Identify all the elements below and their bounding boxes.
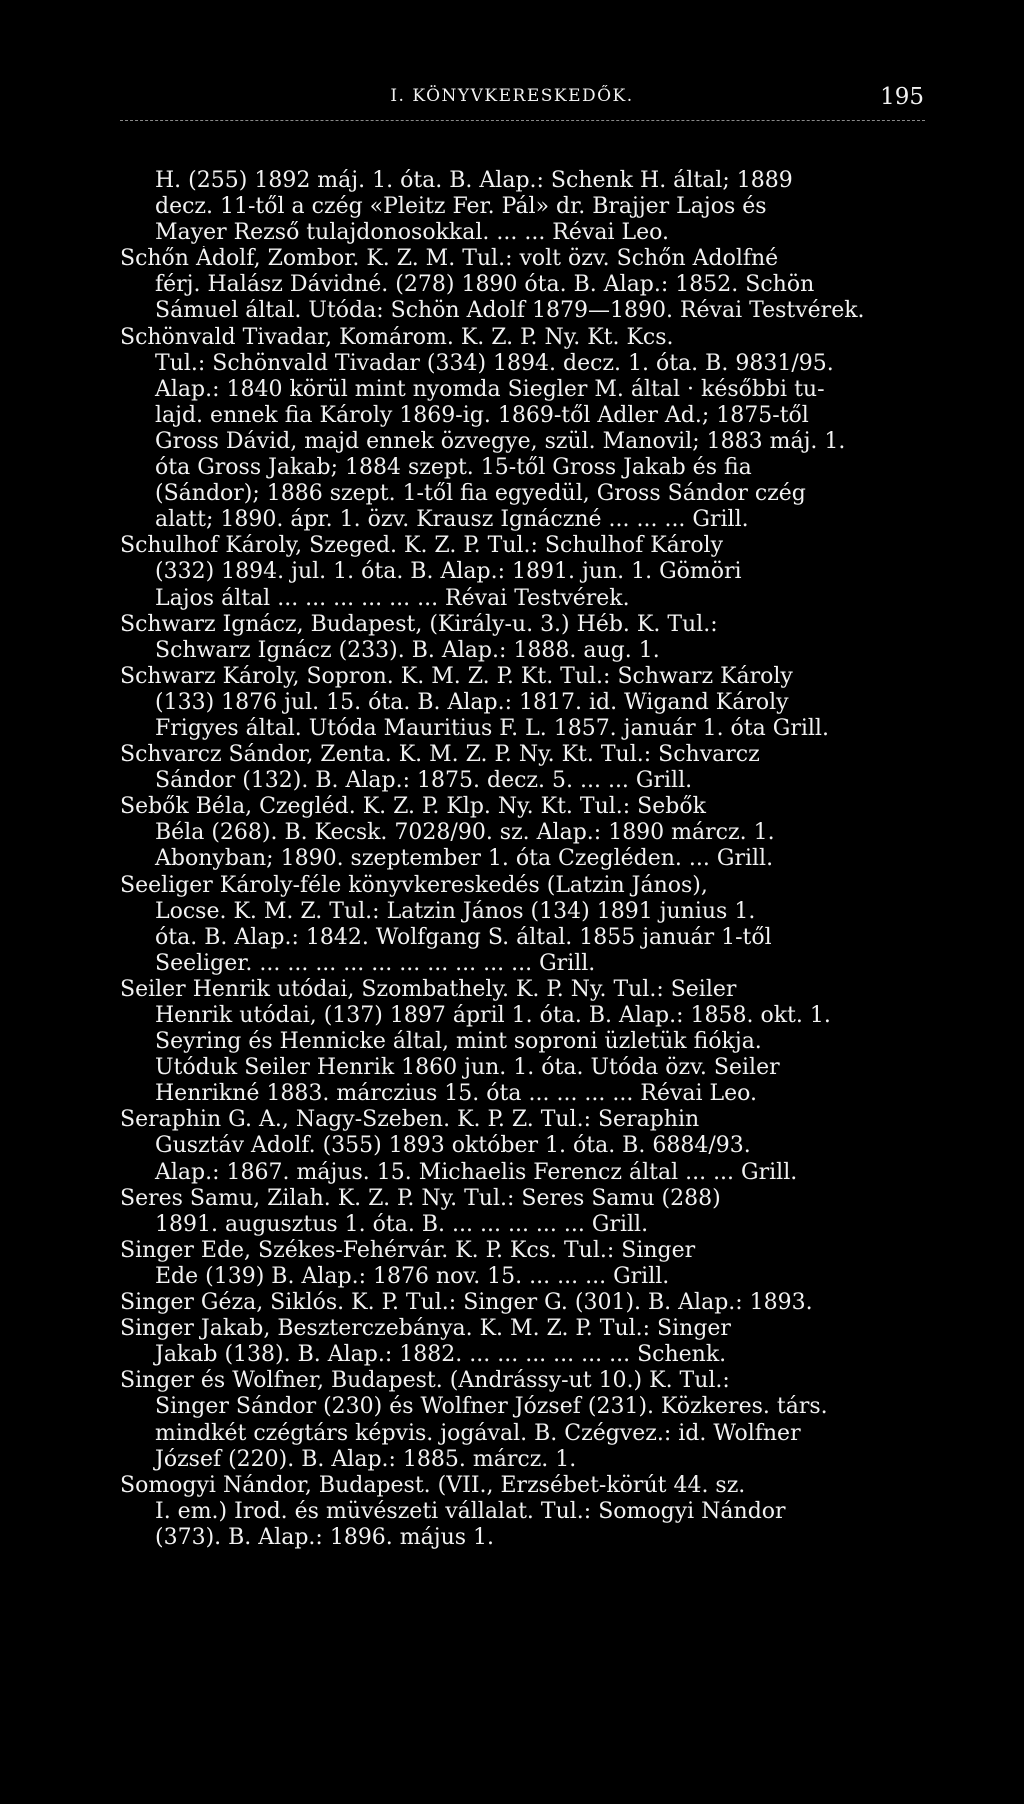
entry-line	[120, 246, 936, 272]
line-text: Schwarz Ignácz (233). B. Alap.: 1888. aug. 1.	[155, 637, 660, 663]
text-line	[120, 951, 936, 977]
line-text: Schwarz Ignácz, Budapest, (Király-u. 3.) Héb. K. Tul.:	[120, 611, 718, 637]
line-text: Sándor (132). B. Alap.: 1875. decz. 5. ... ... Grill.	[155, 768, 693, 794]
entry-line	[120, 1473, 936, 1499]
line-text: Sámuel által. Utóda: Schön Adolf 1879—1890. Révai Testvérek.	[155, 298, 865, 324]
entry-line	[120, 664, 936, 690]
line-text: Tul.: Schönvald Tivadar (334) 1894. decz. 1. óta. B. 9831/95.	[155, 350, 834, 376]
entry-line	[120, 325, 936, 351]
text-line	[120, 351, 936, 377]
text-line	[120, 1499, 936, 1525]
entry-line	[120, 873, 936, 899]
page-number: 195	[880, 84, 924, 110]
line-text: (Sándor); 1886 szept. 1-től fia egyedül, Gross Sándor czég	[155, 481, 806, 507]
text-line	[120, 1394, 936, 1420]
line-text: Singer Géza, Siklós. K. P. Tul.: Singer G. (301). B. Alap.: 1893.	[120, 1290, 813, 1316]
line-text: Utóduk Seiler Henrik 1860 jun. 1. óta. Utóda özv. Seiler	[155, 1055, 780, 1081]
text-line	[120, 1003, 936, 1029]
text-line	[120, 1133, 936, 1159]
text-line	[120, 272, 936, 298]
line-text: Alap.: 1840 körül mint nyomda Siegler M. által · későbbi tu-	[155, 376, 825, 402]
line-text: Locse. K. M. Z. Tul.: Latzin János (134) 1891 junius 1.	[155, 898, 756, 924]
text-line	[120, 1264, 936, 1290]
line-text: Singer és Wolfner, Budapest. (Andrássy-ut 10.) K. Tul.:	[120, 1368, 730, 1394]
line-text: Henrikné 1883. márczius 15. óta ... ... ... ... Révai Leo.	[155, 1081, 758, 1107]
text-line	[120, 1212, 936, 1238]
line-text: Singer Jakab, Beszterczebánya. K. M. Z. P. Tul.: Singer	[120, 1316, 731, 1342]
line-text: (332) 1894. jul. 1. óta. B. Alap.: 1891. jun. 1. Gömöri	[155, 559, 742, 585]
line-text: Schvarcz Sándor, Zenta. K. M. Z. P. Ny. Kt. Tul.: Schvarcz	[120, 742, 760, 768]
entry-line	[120, 1290, 936, 1316]
text-line	[120, 220, 936, 246]
line-text: Abonyban; 1890. szeptember 1. óta Czegléden. ... Grill.	[155, 846, 774, 872]
text-line	[120, 1029, 936, 1055]
entry-line	[120, 533, 936, 559]
text-line	[120, 429, 936, 455]
text-line	[120, 298, 936, 324]
text-line	[120, 481, 936, 507]
text-line	[120, 846, 936, 872]
line-text: József (220). B. Alap.: 1885. márcz. 1.	[155, 1446, 577, 1472]
line-text: Béla (268). B. Kecsk. 7028/90. sz. Alap.: 1890 márcz. 1.	[155, 820, 775, 846]
header-rule	[120, 120, 925, 121]
text-line	[120, 899, 936, 925]
line-text: Singer Ede, Székes-Fehérvár. K. P. Kcs. Tul.: Singer	[120, 1237, 696, 1263]
text-line	[120, 168, 936, 194]
page-header	[0, 78, 1024, 118]
line-text: Singer Sándor (230) és Wolfner József (231). Közkeres. társ.	[155, 1394, 828, 1420]
line-text: Gusztáv Adolf. (355) 1893 október 1. óta. B. 6884/93.	[155, 1133, 751, 1159]
line-text: Somogyi Nándor, Budapest. (VII., Erzsébet-körút 44. sz.	[120, 1472, 746, 1498]
line-text: (373). B. Alap.: 1896. május 1.	[155, 1524, 495, 1550]
text-line	[120, 716, 936, 742]
line-text: Seres Samu, Zilah. K. Z. P. Ny. Tul.: Seres Samu (288)	[120, 1185, 721, 1211]
line-text: Mayer Rezső tulajdonosokkal. ... ... Révai Leo.	[155, 220, 669, 246]
line-text: H. (255) 1892 máj. 1. óta. B. Alap.: Schenk H. által; 1889	[155, 168, 793, 193]
text-line	[120, 1160, 936, 1186]
entry-line	[120, 1107, 936, 1133]
line-text: Schwarz Károly, Sopron. K. M. Z. P. Kt. Tul.: Schwarz Károly	[120, 663, 793, 689]
text-line	[120, 194, 936, 220]
text-line	[120, 1447, 936, 1473]
directory-entries	[120, 168, 936, 1551]
line-text: (133) 1876 jul. 15. óta. B. Alap.: 1817. id. Wigand Károly	[155, 689, 789, 715]
text-line	[120, 820, 936, 846]
running-head: I. KÖNYVKERESKEDŐK.	[390, 86, 634, 106]
text-line	[120, 1081, 936, 1107]
line-text: Schulhof Károly, Szeged. K. Z. P. Tul.: Schulhof Károly	[120, 533, 724, 559]
line-text: 1891. augusztus 1. óta. B. ... ... ... ... ... Grill.	[155, 1211, 649, 1237]
entry-line	[120, 742, 936, 768]
line-text: Lajos által ... ... ... ... ... ... Révai Testvérek.	[155, 585, 630, 611]
line-text: Gross Dávid, majd ennek özvegye, szül. Manovil; 1883 máj. 1.	[155, 428, 846, 454]
line-text: férj. Halász Dávidné. (278) 1890 óta. B. Alap.: 1852. Schön	[155, 272, 815, 298]
text-line	[120, 559, 936, 585]
text-line	[120, 586, 936, 612]
line-text: Ede (139) B. Alap.: 1876 nov. 15. ... ... ... Grill.	[155, 1263, 670, 1289]
line-text: Schönvald Tivadar, Komárom. K. Z. P. Ny. Kt. Kcs.	[120, 324, 674, 350]
line-text: Alap.: 1867. május. 15. Michaelis Ferencz által ... ... Grill.	[155, 1159, 798, 1185]
line-text: mindkét czégtárs képvis. jogával. B. Czégvez.: id. Wolfner	[155, 1420, 801, 1446]
text-line	[120, 1525, 936, 1551]
entry-line	[120, 1316, 936, 1342]
text-line	[120, 455, 936, 481]
text-line	[120, 377, 936, 403]
line-text: I. em.) Irod. és müvészeti vállalat. Tul.: Somogyi Nándor	[155, 1498, 786, 1524]
line-text: Jakab (138). B. Alap.: 1882. ... ... ... ... ... ... Schenk.	[155, 1342, 727, 1368]
line-text: Frigyes által. Utóda Mauritius F. L. 1857. január 1. óta Grill.	[155, 715, 829, 741]
line-text: lajd. ennek fia Károly 1869-ig. 1869-től Adler Ad.; 1875-től	[155, 402, 809, 428]
line-text: óta. B. Alap.: 1842. Wolfgang S. által. 1855 január 1-től	[155, 924, 772, 950]
entry-line	[120, 612, 936, 638]
text-line	[120, 768, 936, 794]
line-text: Schőn Ádolf, Zombor. K. Z. M. Tul.: volt özv. Schőn Adolfné	[120, 246, 779, 272]
text-line	[120, 690, 936, 716]
line-text: alatt; 1890. ápr. 1. özv. Krausz Ignáczné ... ... ... Grill.	[155, 507, 749, 533]
line-text: Seeliger Károly-féle könyvkereskedés (Latzin János),	[120, 872, 708, 898]
line-text: decz. 11-től a czég «Pleitz Fer. Pál» dr. Brajjer Lajos és	[155, 194, 767, 220]
text-line	[120, 638, 936, 664]
entry-line	[120, 1368, 936, 1394]
line-text: Henrik utódai, (137) 1897 ápril 1. óta. B. Alap.: 1858. okt. 1.	[155, 1003, 831, 1028]
text-line	[120, 1421, 936, 1447]
line-text: Seiler Henrik utódai, Szombathely. K. P. Ny. Tul.: Seiler	[120, 976, 737, 1002]
entry-line	[120, 1238, 936, 1264]
line-text: Seraphin G. A., Nagy-Szeben. K. P. Z. Tul.: Seraphin	[120, 1107, 700, 1133]
text-line	[120, 1342, 936, 1368]
line-text: Seeliger. ... ... ... ... ... ... ... ... ... ... Grill.	[155, 950, 596, 976]
entry-line	[120, 1186, 936, 1212]
text-line	[120, 403, 936, 429]
text-line	[120, 507, 936, 533]
line-text: Sebők Béla, Czegléd. K. Z. P. Klp. Ny. Kt. Tul.: Sebők	[120, 794, 706, 820]
line-text: óta Gross Jakab; 1884 szept. 15-től Gross Jakab és fia	[155, 455, 752, 481]
text-line	[120, 925, 936, 951]
line-text: Seyring és Hennicke által, mint soproni üzletük fiókja.	[155, 1029, 762, 1055]
entry-line	[120, 977, 936, 1003]
text-line	[120, 1055, 936, 1081]
entry-line	[120, 794, 936, 820]
